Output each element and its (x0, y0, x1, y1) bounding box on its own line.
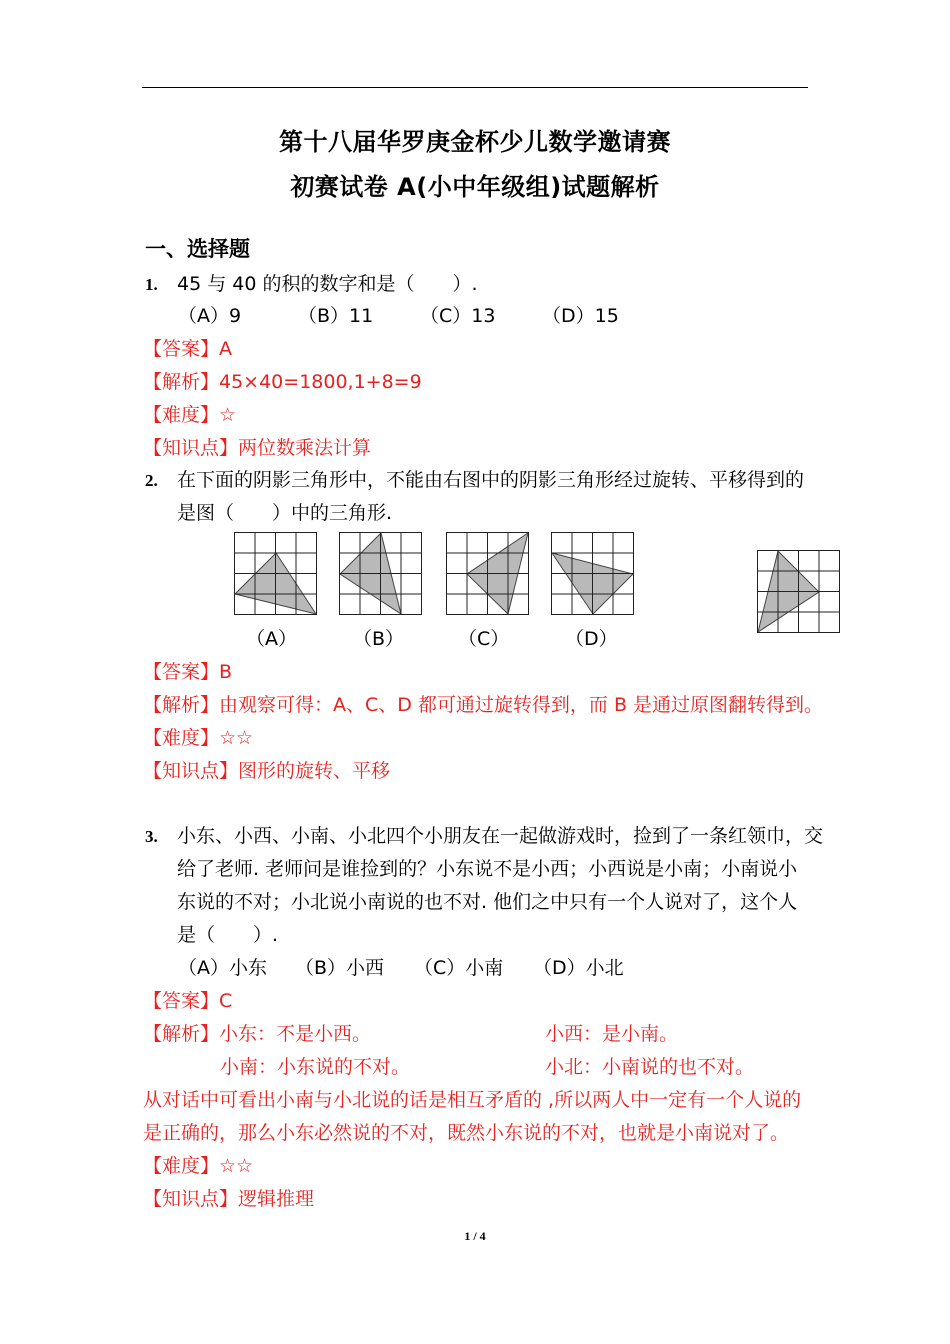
figure-d-label: （D） (565, 628, 618, 650)
page-number: 1 / 4 (464, 1229, 486, 1243)
q3-conclusion-line-1: 从对话中可看出小南与小北说的话是相互矛盾的 ,所以两人中一定有一个人说的 (143, 1089, 802, 1111)
q1-answer: 【答案】A (143, 338, 232, 360)
q3-text-line-2: 给了老师. 老师问是谁捡到的？小东说不是小西；小西说是小南；小南说小 (177, 858, 798, 880)
header-rule (142, 87, 808, 88)
q3-difficulty: 【难度】☆☆ (143, 1155, 254, 1177)
q1-analysis: 【解析】45×40=1800,1+8=9 (143, 371, 422, 393)
figure-reference (757, 550, 841, 634)
q2-difficulty: 【难度】☆☆ (143, 727, 254, 749)
figure-c (446, 532, 530, 616)
title-line-1: 第十八届华罗庚金杯少儿数学邀请赛 (279, 128, 671, 156)
q1-option-a: （A）9 (178, 305, 242, 327)
figure-b (339, 532, 423, 616)
q3-analysis-right-1: 小西：是小南。 (545, 1023, 679, 1045)
q2-number: 2. (145, 471, 158, 490)
q3-analysis-line-1: 【解析】小东：不是小西。 (143, 1023, 372, 1045)
figure-b-label: （B） (353, 628, 405, 650)
q2-knowledge: 【知识点】图形的旋转、平移 (143, 760, 391, 782)
q3-answer: 【答案】C (143, 990, 233, 1012)
q3-conclusion-line-2: 是正确的，那么小东必然说的不对，既然小东说的不对，也就是小南说对了。 (143, 1122, 790, 1144)
q3-number: 3. (145, 827, 158, 846)
q2-text-line-2: 是图（ ）中的三角形. (177, 502, 393, 524)
q2-analysis: 【解析】由观察可得：A、C、D 都可通过旋转得到，而 B 是通过原图翻转得到。 (143, 694, 824, 716)
title-line-2: 初赛试卷 A(小中年级组)试题解析 (290, 173, 660, 201)
q1-option-d: （D）15 (542, 305, 619, 327)
q1-option-c: （C）13 (420, 305, 496, 327)
figure-a (234, 532, 318, 616)
q1-option-b: （B）11 (298, 305, 374, 327)
section-title: 一、选择题 (145, 237, 250, 261)
q3-text-line-4: 是（ ）. (177, 924, 279, 946)
q3-option-a: （A）小东 (178, 957, 267, 979)
q1-number: 1. (145, 275, 158, 294)
q2-answer: 【答案】B (143, 661, 233, 683)
q1-difficulty: 【难度】☆ (143, 404, 237, 426)
q3-text-line-1: 小东、小西、小南、小北四个小朋友在一起做游戏时，捡到了一条红领巾，交 (177, 825, 824, 847)
figure-c-label: （C） (458, 628, 510, 650)
q3-analysis-left-2: 小南：小东说的不对。 (220, 1056, 411, 1078)
figure-d (551, 532, 635, 616)
q3-option-b: （B）小西 (295, 957, 385, 979)
q1-knowledge: 【知识点】两位数乘法计算 (143, 437, 372, 459)
q3-option-c: （C）小南 (414, 957, 504, 979)
q3-option-d: （D）小北 (533, 957, 624, 979)
q3-knowledge: 【知识点】逻辑推理 (143, 1188, 315, 1210)
q3-analysis-right-2: 小北：小南说的也不对。 (545, 1056, 755, 1078)
q2-text-line-1: 在下面的阴影三角形中，不能由右图中的阴影三角形经过旋转、平移得到的 (177, 469, 805, 491)
q3-text-line-3: 东说的不对；小北说小南说的也不对. 他们之中只有一个人说对了，这个人 (177, 891, 798, 913)
figure-a-label: （A） (246, 628, 297, 650)
q1-text: 45 与 40 的积的数字和是（ ）. (177, 273, 478, 295)
